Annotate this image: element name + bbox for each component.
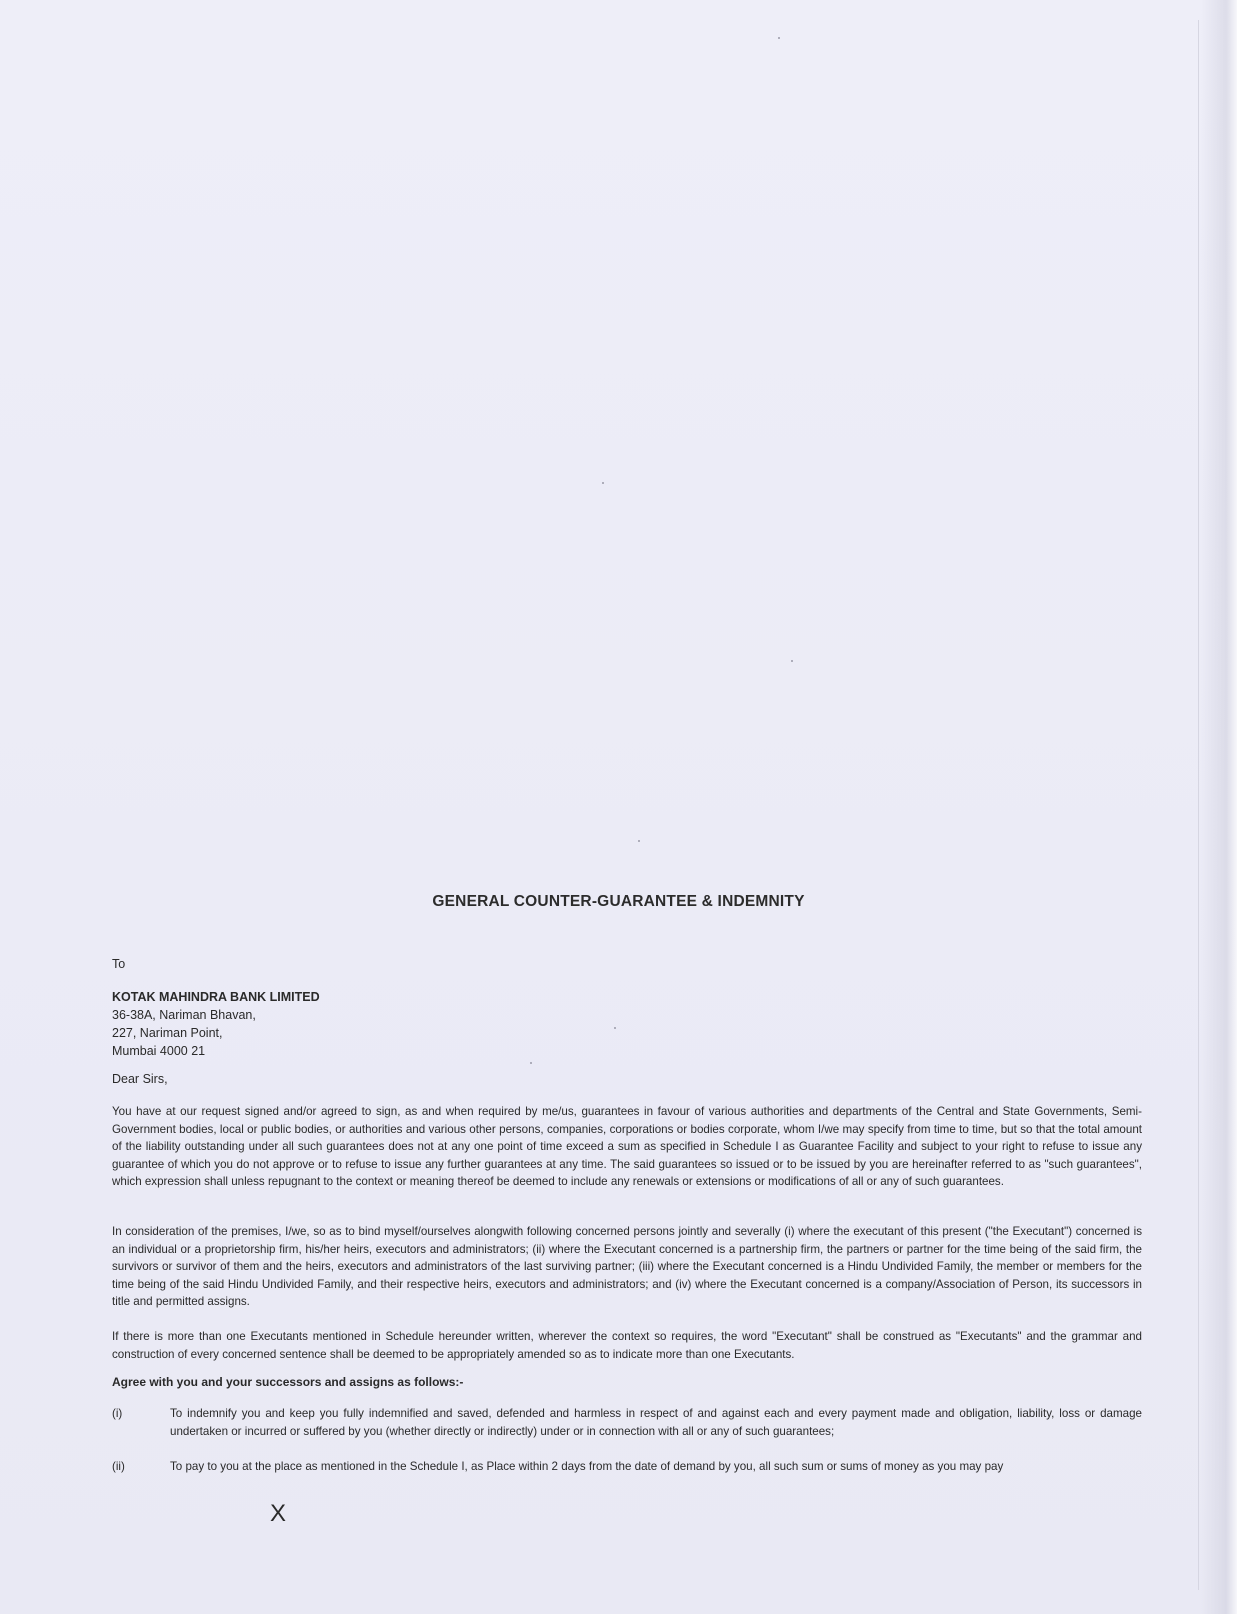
scan-speck	[791, 660, 793, 662]
page-edge-line	[1198, 20, 1199, 1590]
document-title: GENERAL COUNTER-GUARANTEE & INDEMNITY	[432, 893, 805, 910]
scan-speck	[602, 482, 604, 484]
scan-speck	[778, 37, 780, 39]
address-line-2: 227, Nariman Point,	[112, 1026, 223, 1040]
paragraph-executants: If there is more than one Executants mentioned in Schedule hereunder written, wherever the context so requires, the word "Executant" shall be construed as "Executants" and the grammar and construction of every concerned sentence shall be deemed to be appropriately amended so as to indicate more than one Executants.	[112, 1330, 1142, 1361]
clause-number: (ii)	[112, 1460, 125, 1473]
signature-mark: X	[270, 1500, 287, 1527]
clause-text: To indemnify you and keep you fully indemnified and saved, defended and harmless in respect of and against each and every payment made and obligation, liability, loss or damage undertaken or incurred or suffered by you (whether directly or indirectly) under or in connection with all or any of such guarantees;	[170, 1407, 1142, 1438]
salutation: Dear Sirs,	[112, 1072, 168, 1086]
clause-text: To pay to you at the place as mentioned in the Schedule I, as Place within 2 days from the date of demand by you, all such sum or sums of money as you may pay	[170, 1460, 1004, 1473]
address-line-1: 36-38A, Nariman Bhavan,	[112, 1008, 256, 1022]
address-line-3: Mumbai 4000 21	[112, 1044, 206, 1058]
agree-heading: Agree with you and your successors and assigns as follows:-	[112, 1375, 464, 1389]
paragraph-consideration: In consideration of the premises, I/we, so as to bind myself/ourselves alongwith following concerned persons jointly and severally (i) where the executant of this present ("the Executant") concerned is an individual or a proprietorship firm, his/her heirs, executors and administrators; (ii) where the Executant concerned is a partnership firm, the partners or partner for the time being of the said firm, the survivors or survivor of them and the heirs, executors and administrators of the last surviving partner; (iii) where the Executant concerned is a Hindu Undivided Family, the member or members for the time being of the said Hindu Undivided Family, and their respective heirs, executors and administrators; and (iv) where the Executant concerned is a company/Association of Person, its successors in title and permitted assigns.	[112, 1225, 1142, 1308]
scan-speck	[530, 1062, 532, 1064]
clause-number: (i)	[112, 1407, 123, 1420]
to-label: To	[112, 957, 126, 971]
scan-speck	[638, 840, 640, 842]
page-edge-shadow	[1201, 0, 1237, 1614]
addressee-block	[112, 988, 320, 1060]
scan-speck	[614, 1027, 616, 1029]
bank-name: KOTAK MAHINDRA BANK LIMITED	[112, 990, 320, 1004]
paragraph-recital: You have at our request signed and/or agreed to sign, as and when required by me/us, guarantees in favour of various authorities and departments of the Central and State Governments, Semi-Government bodies, local or public bodies, or authorities and various other persons, companies, corporations or bodies corporate, whom I/we may specify from time to time, but so that the total amount of the liability outstanding under all such guarantees does not at any one point of time exceed a sum as specified in Schedule I as Guarantee Facility and subject to your right to refuse to issue any guarantee of which you do not approve or to refuse to issue any further guarantees at any time. The said guarantees so issued or to be issued by you are hereinafter referred to as "such guarantees", which expression shall unless repugnant to the context or meaning thereof be deemed to include any renewals or extensions or modifications of all or any of such guarantees.	[112, 1105, 1142, 1188]
